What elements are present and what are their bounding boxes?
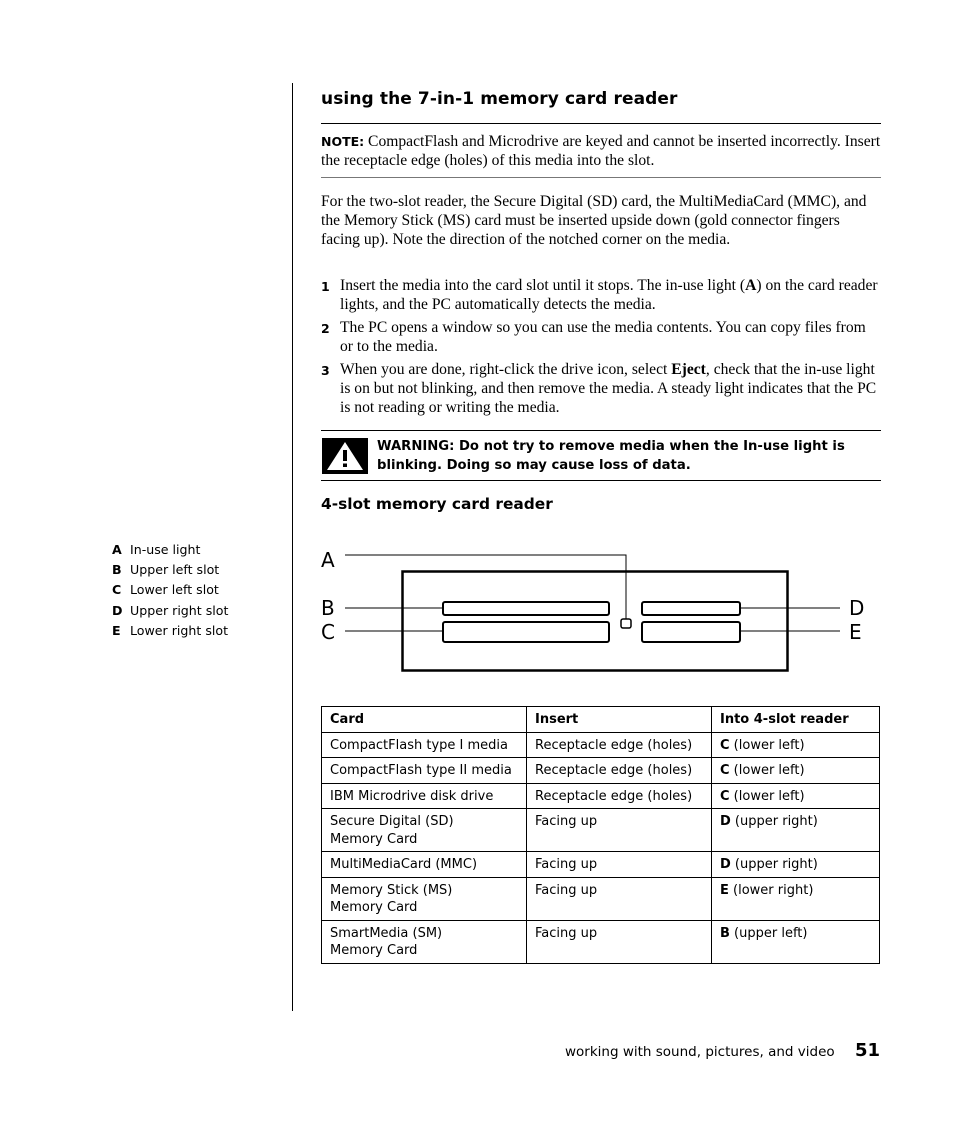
diagram-legend [112,540,228,641]
legend-key: A [112,542,122,557]
card-cell: Memory Stick (MS) Memory Card [322,877,527,920]
card-cell: MultiMediaCard (MMC) [322,852,527,878]
insert-cell: Facing up [527,877,712,920]
table-row [322,920,880,963]
slot-position: (lower left) [729,788,805,804]
step-number: 2 [321,321,330,336]
slot-letter: C [720,788,730,804]
left-margin-rule [292,83,293,1011]
slot-position: (upper right) [730,814,818,829]
warning-icon [322,438,368,474]
legend-key: B [112,562,122,578]
legend-key: C [112,582,122,598]
slot-position: (lower left) [729,737,805,753]
step-item [321,318,881,356]
card-table [321,706,880,964]
table-row [322,783,880,809]
column-header-insert: Insert [527,707,712,733]
step-number: 1 [321,279,330,294]
page-number: 51 [855,1040,881,1061]
step-text: The PC opens a window so you can use the media contents. You can copy files from or to the media. [340,319,866,355]
slot-letter: B [720,925,730,941]
slot-position: (lower left) [729,763,805,778]
slot-letter: D [720,857,731,872]
label-c: C [321,620,335,644]
legend-item [112,560,228,580]
label-d: D [849,596,865,620]
insert-cell: Facing up [527,809,712,852]
step-text: When you are done, right-click the drive icon, select [340,361,672,378]
legend-label: In-use light [130,542,201,557]
table-header-row [322,707,880,733]
insert-cell: Facing up [527,920,712,963]
warning-text: WARNING: Do not try to remove media when the In-use light is blinking. Doing so may cause loss of data. [377,439,845,473]
card-cell: IBM Microdrive disk drive [322,783,527,809]
label-e: E [849,620,862,644]
legend-label: Lower right slot [130,622,229,638]
slot-position: (upper right) [730,857,818,872]
in-use-light [621,619,631,628]
slot-position: (lower right) [728,882,814,898]
legend-item [112,601,228,621]
legend-label: Lower left slot [130,582,219,598]
step-bold: A [745,277,757,294]
section-title: using the 7-in-1 memory card reader [321,89,678,109]
slot-letter: C [720,763,730,778]
upper-left-slot [443,602,609,615]
step-text: ) on the card reader lights, and the PC automatically detects the media. [340,277,878,313]
slot-cell [712,783,880,809]
step-number: 3 [321,363,330,378]
table-row [322,852,880,878]
card-cell: CompactFlash type I media [322,732,527,758]
intro-paragraph: For the two-slot reader, the Secure Digital (SD) card, the MultiMediaCard (MMC), and the Memory Stick (MS) card must be inserted upside down (gold connector fingers facing up). Note the direction of the notched corner on the media. [321,193,867,248]
card-cell: CompactFlash type II media [322,758,527,784]
slot-letter: E [720,882,729,898]
note-text: CompactFlash and Microdrive are keyed and cannot be inserted incorrectly. Insert the receptacle edge (holes) of this media into the slot. [321,133,881,169]
card-cell: Secure Digital (SD) Memory Card [322,809,527,852]
slot-cell [712,732,880,758]
slot-cell [712,809,880,852]
legend-item [112,621,228,641]
legend-label: Upper left slot [130,562,220,578]
legend-key: D [112,602,123,618]
legend-key: E [112,622,121,638]
upper-right-slot [642,602,740,615]
insert-cell: Receptacle edge (holes) [527,732,712,758]
legend-label: Upper right slot [130,602,229,618]
table-row [322,732,880,758]
label-b: B [321,596,335,620]
table-row [322,877,880,920]
divider [321,177,881,178]
table-row [322,758,880,784]
legend-item [112,540,228,560]
column-header-card: Card [322,707,527,733]
legend-item [112,580,228,600]
running-footer: working with sound, pictures, and video [565,1044,835,1060]
slot-cell [712,852,880,878]
slot-letter: C [720,737,730,753]
card-cell: SmartMedia (SM) Memory Card [322,920,527,963]
column-header-slot: Into 4-slot reader [712,707,880,733]
insert-cell: Facing up [527,852,712,878]
slot-cell [712,758,880,784]
insert-cell: Receptacle edge (holes) [527,783,712,809]
step-text: Insert the media into the card slot until it stops. The in-use light ( [340,277,746,294]
slot-position: (upper left) [729,925,808,941]
label-a: A [321,548,335,572]
lower-right-slot [642,622,740,642]
divider [321,480,881,481]
subsection-title: 4-slot memory card reader [321,495,553,513]
card-reader-diagram [315,545,875,680]
slot-cell [712,877,880,920]
step-item [321,360,881,417]
note-label: NOTE: [321,134,365,149]
slot-cell [712,920,880,963]
divider [321,123,881,124]
insert-cell: Receptacle edge (holes) [527,758,712,784]
divider [321,430,881,431]
step-bold: Eject [671,361,706,378]
slot-letter: D [720,814,731,829]
note-paragraph [321,132,881,170]
table-row [322,809,880,852]
step-text: , check that the in-use light is on but not blinking, and then remove the media. A steady light indicates that the PC is not reading or writing the media. [340,361,877,416]
steps-list [321,276,881,421]
lower-left-slot [443,622,609,642]
step-item [321,276,881,314]
